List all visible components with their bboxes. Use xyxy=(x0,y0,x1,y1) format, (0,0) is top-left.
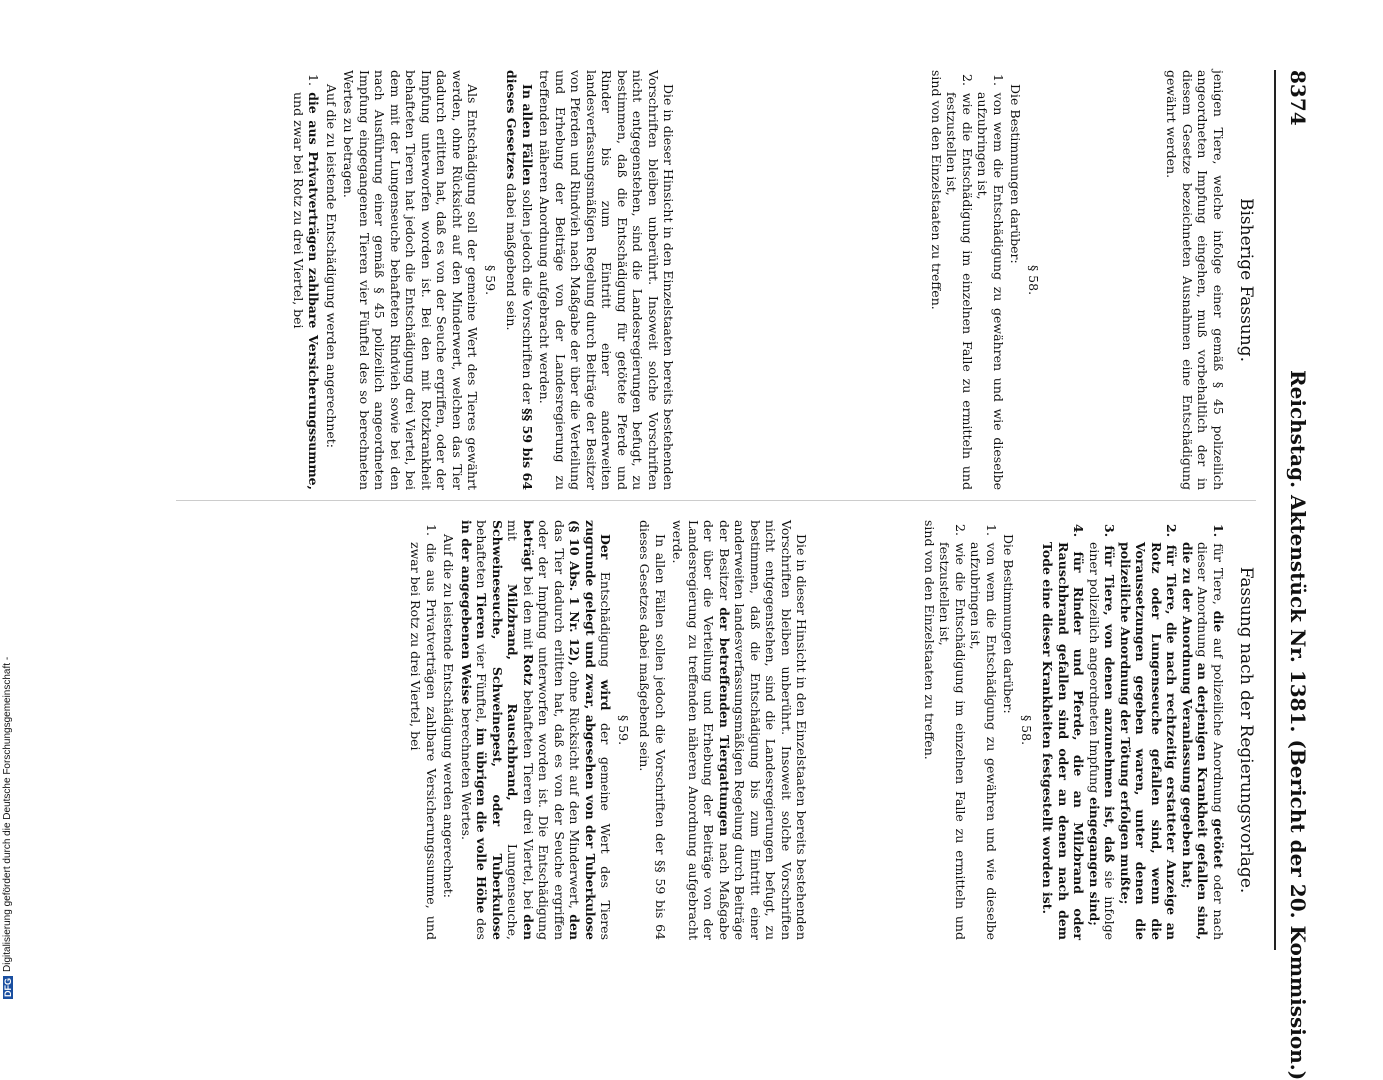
left-s58-title: § 58. xyxy=(1026,264,1041,296)
right-s58-item2: 2. wie die Entschädigung im einzelnen Falle zu ermitteln und festzustellen ist, xyxy=(937,524,968,940)
column-divider xyxy=(176,500,1256,501)
right-s58-tail: sind von den Einzelstaaten zu treffen. xyxy=(922,520,937,760)
left-s58-item2: 2. wie die Entschädigung im einzelnen Falle zu ermitteln und festzustellen ist, xyxy=(944,74,975,490)
right-column xyxy=(408,520,1226,940)
right-s59-angerechnet: Auf die zu leistende Entschädigung werden angerechnet: xyxy=(441,534,457,899)
footer-text: Digitalisierung gefördert durch die Deutsche Forschungsgemeinschaft - xyxy=(2,656,13,972)
right-einzelstaaten-paragraph: Die in dieser Hinsicht in den Einzelstaaten bereits bestehenden Vorschriften bleiben unberührt. Insoweit solche Vorschriften nicht entgegenstehen, sind die Landesregierungen befugt, zu bestimmen, daß die Entschädigung bis zum Eintritt einer anderweiten landesverfassungsmäßigen Regelung durch Beiträge der Besitzer der betreffenden Tiergattungen nach Maßgabe der über die Verteilung und Erhebung der Beiträge von der Landesregierung zu treffenden näheren Anordnung aufgebracht werde. xyxy=(670,520,810,940)
left-column xyxy=(291,70,1227,490)
left-s58-lead: Die Bestimmungen darüber: xyxy=(1008,84,1024,264)
rotated-page xyxy=(76,0,1316,1080)
left-einzelstaaten-paragraph: Die in dieser Hinsicht in den Einzelstaaten bereits bestehenden Vorschriften bleiben unberührt. Insoweit solche Vorschriften nicht entgegenstehen, sind die Landesregierungen befugt, zu bestimmen, daß die Entschädigung für getötete Pferde und Rinder bis zum Eintritt einer anderweiten landesverfassungsmäßigen Regelung durch Beiträge der Besitzer von Pferden und Rindvieh nach Maßgabe der über die Verteilung und Erhebung der Beiträge von der Landesregierung zu treffenden näheren Anordnung aufgebracht werden. xyxy=(537,70,677,490)
right-s59-item1: 1. die aus Privatverträgen zahlbare Versicherungssumme, und zwar bei Rotz zu drei Viertel, bei xyxy=(408,524,439,940)
right-item3: 3. für Tiere, von denen anzunehmen ist, daß sie infolge einer polizeilich angeordneten Impfung eingegangen sind; xyxy=(1087,524,1118,940)
right-s58-item1: 1. von wem die Entschädigung zu gewähren und wie dieselbe aufzubringen ist, xyxy=(968,524,999,940)
page-header xyxy=(1274,70,1316,1080)
right-s58-title: § 58. xyxy=(1019,714,1034,746)
right-allen-faellen-paragraph: In allen Fällen sollen jedoch die Vorschriften der §§ 59 bis 64 dieses Gesetzes dabei maßgebend sein. xyxy=(637,520,668,940)
page-number: 8374 xyxy=(1286,70,1310,126)
right-s59-title: § 59. xyxy=(616,714,631,746)
left-s59-paragraph: Als Entschädigung soll der gemeine Wert des Tieres gewährt werden, ohne Rücksicht auf den Minderwert, welchen das Tier dadurch erlitten hat, daß es von der Seuche ergriffen, oder der Impfung unterworfen worden ist. Bei den mit Rotzkrankheit behafteten Tieren hat jedoch die Entschädigung drei Viertel, bei dem mit der Lungenseuche behafteten Rindvieh sowie bei den nach Ausführung einer gemäß § 45 polizeilich angeordneten Impfung eingegangenen Tieren vier Fünftel des so berechneten Wertes zu betragen. xyxy=(341,70,481,490)
left-intro: jenigen Tiere, welche infolge einer gemäß § 45 polizeilich angeordneten Impfung eingehen, muß vorbehaltlich der in diesem Gesetze bezeichneten Ausnahmen eine Entschädigung gewährt werden. xyxy=(1164,70,1226,490)
page-title: Reichstag. Aktenstück Nr. 1381. (Bericht der 20. Kommission.) xyxy=(1286,370,1310,1080)
dfg-logo: DFG xyxy=(2,978,13,997)
left-s59-item1: 1. die aus Privatverträgen zahlbare Versicherungssumme, und zwar bei Rotz zu drei Viertel, bei xyxy=(291,74,322,490)
left-s58-item1: 1. von wem die Entschädigung zu gewähren und wie dieselbe aufzubringen ist, xyxy=(975,74,1006,490)
left-s59-title: § 59. xyxy=(483,264,498,296)
left-s59-angerechnet: Auf die zu leistende Entschädigung werden angerechnet: xyxy=(324,84,339,449)
right-s58-lead: Die Bestimmungen darüber: xyxy=(1001,534,1017,714)
left-column-heading: Bisherige Fassung. xyxy=(1236,198,1256,362)
left-allen-faellen-paragraph: In allen Fällen sollen jedoch die Vorschriften der §§ 59 bis 64 dieses Gesetzes dabei maßgebend sein. xyxy=(504,70,535,491)
right-item4: 4. für Rinder und Pferde, die an Milzbrand oder Rauschbrand gefallen sind oder an denen nach dem Tode eine dieser Krankheiten festgestellt worden ist. xyxy=(1040,524,1087,940)
left-s58-tail: sind von den Einzelstaaten zu treffen. xyxy=(929,70,944,310)
right-s59-paragraph: Der Entschädigung wird der gemeine Wert des Tieres zugrunde gelegt und zwar, abgesehen von der Tuberkulose (§ 10 Abs. 1 Nr. 12), ohne Rücksicht auf den Minderwert, den das Tier dadurch erlitten hat, daß es von der Seuche ergriffen oder der Impfung unterworfen worden ist. Die Entschädigung beträgt bei den mit Rotz behafteten Tieren drei Viertel, bei den mit Milzbrand, Rauschbrand, Lungenseuche, Schweineseuche, Schweinepest, oder Tuberkulose behafteten Tieren vier Fünftel, im übrigen die volle Höhe des in der angegebenen Weise berechneten Wertes. xyxy=(459,520,614,941)
right-item1: 1. für Tiere, die auf polizeiliche Anordnung getötet oder nach dieser Anordnung an derjenigen Krankheit gefallen sind, die zu der Anordnung Veranlassung gegeben hat; xyxy=(1180,524,1226,940)
right-item2: 2. für Tiere, die nach rechtzeitig erstatteter Anzeige an Rotz oder Lungenseuche gefallen sind, wenn die Voraussetzungen gegeben waren, unter denen die polizeiliche Anordnung der Tötung erfolgen mußte; xyxy=(1118,524,1180,940)
dfg-footer xyxy=(2,657,13,999)
right-column-heading: Fassung nach der Regierungsvorlage. xyxy=(1236,566,1256,894)
